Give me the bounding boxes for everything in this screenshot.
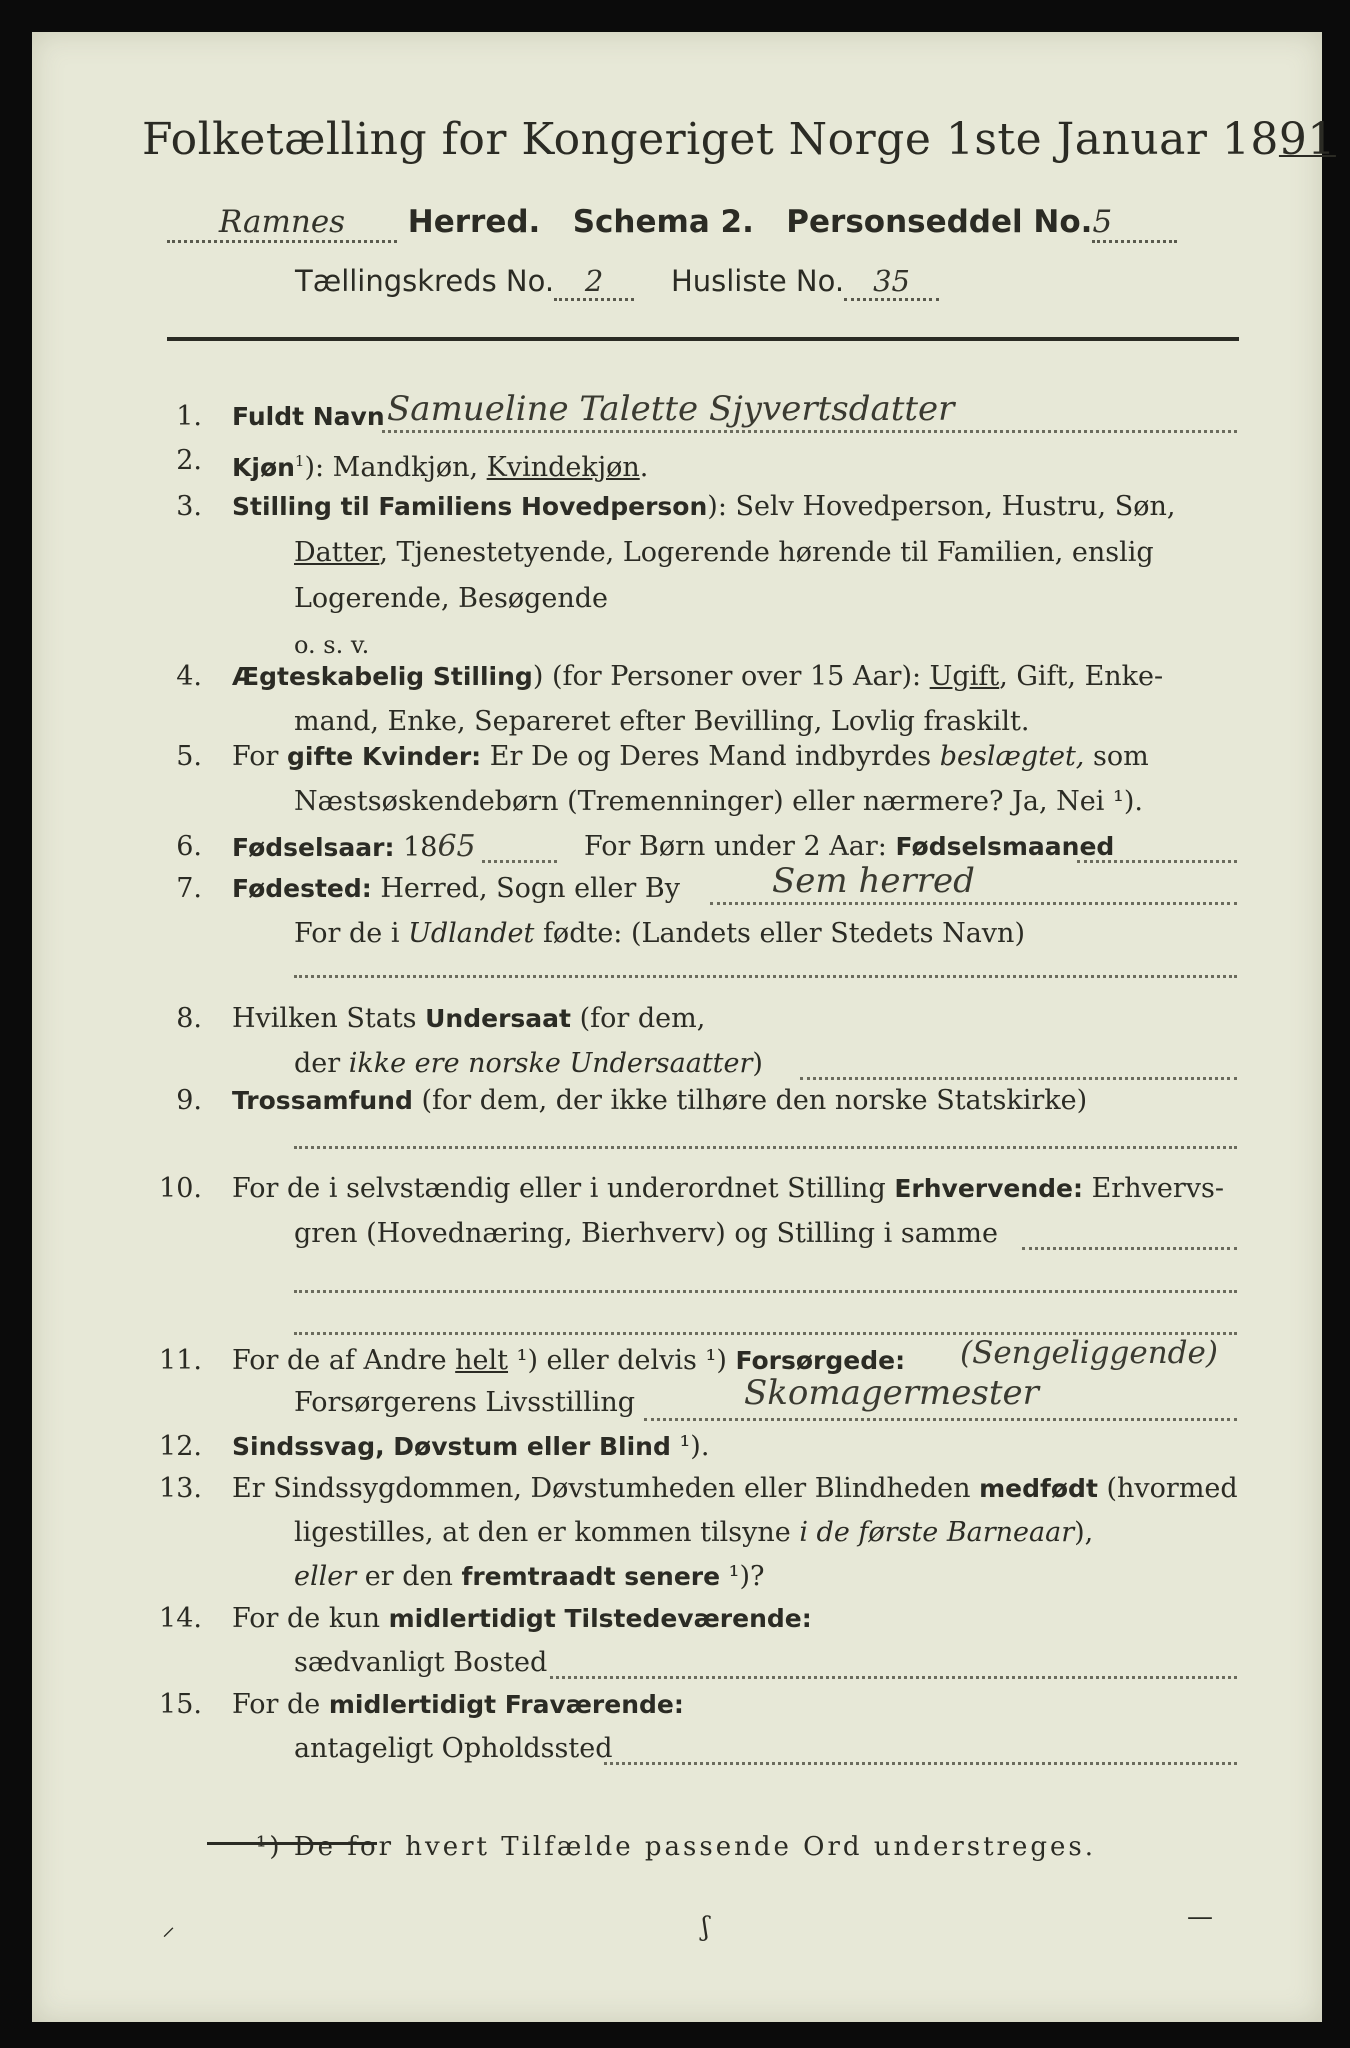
- header-rule: [167, 337, 1239, 341]
- kreds-value: 2: [584, 264, 604, 298]
- form-title: Folketælling for Kongeriget Norge 1ste Januar 1891: [142, 114, 1336, 165]
- husliste-label: Husliste No.: [670, 264, 845, 298]
- supported-status-value: (Sengeliggende): [960, 1335, 1218, 1371]
- herred-label: Herred.: [407, 204, 541, 240]
- schema-label: Schema 2.: [572, 204, 754, 240]
- personseddel-label: Personseddel No.: [786, 204, 1093, 240]
- personseddel-value: 5: [1092, 204, 1113, 240]
- ink-mark-right: —: [1187, 1902, 1213, 1932]
- census-form: Folketælling for Kongeriget Norge 1ste Januar 1891 Ramnes Herred. Schema 2. Personseddel No.5 Tællingskreds No. 2 Husliste No. 35 1. Fuldt Navn Samueline Talette Sjyvertsdatter 2. Kjøn$^1$): Mandkjøn, Kvindekjøn. 3. Stilling til Familiens Hovedperson): Selv Hovedperson, Hustru, Søn, Datter, Tjenestetyende, Logerende hørende til Familien, enslig Logerende, Besøgende o. s. v. 4. Ægteskabelig Stilling) (for Personer over 15 Aar): Ugift, Gift, Enke- mand, Enke, Separeret efter Bevilling, Lovlig fraskilt. 5. For gifte Kvinder: Er De og Deres Mand indbyrdes beslægtet, som Næstsøskendebørn (Tremenninger) eller nærmere? Ja, Nei ¹). 6. Fødselsaar: 1865 For Børn under 2 Aar: Fødselsmaaned 7. Fødested: Herred, Sogn eller By Sem herred For de i Udlandet fødte: (Landets eller Stedets Navn) 8. Hvilken Stats Undersaat (for dem, der ikke ere norske Undersaatter) 9. Trossamfund (for dem, der ikke tilhøre den norske Statskirke) 10. For de i selvstændig eller i underordnet Stilling Erhvervende: Erhvervs- gren (Hovednæring, Bierhverv) og Stilling i samme 11. For de af Andre helt ¹) eller delvis ¹) Forsørgede: (Sengeliggende) Forsørgerens Livsstilling Skomagermester 12. Sindssvag, Døvstum eller Blind ¹). 13. Er Sindssygdommen, Døvstumheden eller Blindheden medfødt (hvormed ligestilles, at den er kommen tilsyne i de første Barneaar), eller er den fremtraadt senere ¹)? 14. For de kun midlertidigt Tilstedeværende: sædvanligt Bosted 15. For de midlertidigt Fraværende: antageligt Opholdssted ¹) De for hvert Tilfælde passende Ord understreges. ⸝ ʃ —: [32, 32, 1322, 2022]
- ink-mark-left: ⸝: [162, 1912, 176, 1942]
- kreds-label: Tællingskreds No.: [295, 264, 555, 298]
- footnote: ¹) De for hvert Tilfælde passende Ord understreges.: [256, 1832, 1097, 1862]
- herred-schema-row: [167, 204, 1247, 252]
- full-name-value: Samueline Talette Sjyvertsdatter: [387, 389, 955, 429]
- herred-value: Ramnes: [218, 204, 346, 240]
- kreds-husliste-row: [295, 264, 1195, 312]
- ink-mark-center: ʃ: [702, 1912, 710, 1942]
- husliste-value: 35: [873, 264, 910, 298]
- provider-occupation-value: Skomagermester: [744, 1373, 1039, 1413]
- birthplace-value: Sem herred: [772, 861, 975, 901]
